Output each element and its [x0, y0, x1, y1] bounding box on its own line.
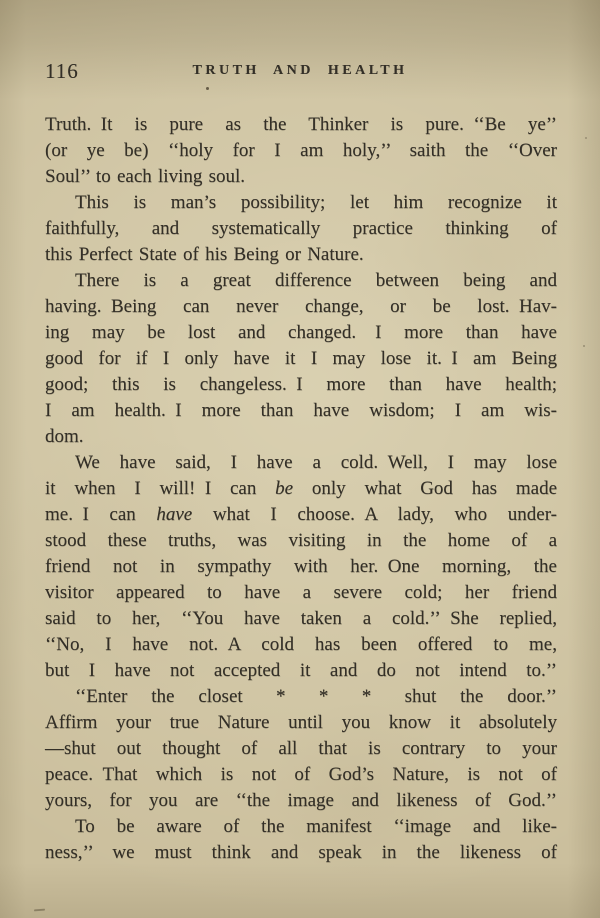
- text-line: [45, 294, 557, 320]
- italic-text: have: [156, 504, 193, 525]
- text-line: [45, 346, 557, 372]
- ink-speck: [583, 345, 585, 347]
- text-segment: ness,’’ we must think and speak in the likeness of: [45, 842, 557, 863]
- text-segment: I am health. I more than have wisdom; I am wis-: [45, 400, 557, 421]
- text-segment: stood these truths, was visiting in the home of a: [45, 530, 557, 551]
- text-line: [45, 138, 557, 164]
- text-segment: Affirm your true Nature until you know it absolutely: [45, 712, 557, 733]
- paragraph: [45, 268, 557, 450]
- text-segment: good; this is changeless. I more than have health;: [45, 374, 557, 395]
- text-segment: ‘‘No, I have not. A cold has been offered to me,: [45, 634, 557, 655]
- text-line: [45, 658, 557, 684]
- text-segment: but I have not accepted it and do not intend to.’’: [45, 660, 557, 681]
- running-title: TRUTH AND HEALTH: [192, 63, 408, 78]
- text-segment: —shut out thought of all that is contrary to your: [45, 738, 557, 759]
- text-line: [45, 476, 557, 502]
- italic-text: be: [275, 478, 294, 499]
- text-line: [45, 710, 557, 736]
- text-segment: friend not in sympathy with her. One morning, the: [45, 556, 557, 577]
- text-segment: what I choose. A lady, who under-: [192, 504, 557, 525]
- text-segment: said to her, ‘‘You have taken a cold.’’ She replied,: [45, 608, 557, 629]
- text-line: [45, 398, 557, 424]
- text-segment: having. Being can never change, or be lost. Hav-: [45, 296, 557, 317]
- text-segment: We have said, I have a cold. Well, I may lose: [75, 452, 557, 473]
- text-segment: ing may be lost and changed. I more than have: [45, 322, 557, 343]
- text-line: [45, 580, 557, 606]
- text-line: [45, 242, 557, 268]
- text-line: [45, 424, 557, 450]
- text-segment: There is a great difference between being and: [75, 270, 557, 291]
- text-line: [45, 632, 557, 658]
- text-line: [45, 164, 557, 190]
- page-number: 116: [45, 59, 79, 83]
- ink-speck: [34, 909, 45, 912]
- text-line: [45, 684, 557, 710]
- text-segment: it when I will! I can: [45, 478, 276, 499]
- text-segment: To be aware of the manifest ‘‘image and like-: [75, 816, 557, 837]
- text-segment: only what God has made: [293, 478, 557, 499]
- text-segment: peace. That which is not of God’s Nature, is not of: [45, 764, 557, 785]
- text-line: [45, 788, 557, 814]
- text-segment: dom.: [45, 426, 84, 447]
- text-line: [45, 502, 557, 528]
- text-segment: good for if I only have it I may lose it. I am Being: [45, 348, 557, 369]
- text-segment: This is man’s possibility; let him recognize it: [75, 192, 557, 213]
- text-line: [45, 190, 557, 216]
- text-segment: visitor appeared to have a severe cold; her friend: [45, 582, 557, 603]
- text-line: [45, 320, 557, 346]
- text-line: [45, 372, 557, 398]
- page-header: [45, 59, 555, 85]
- text-segment: Truth. It is pure as the Thinker is pure. ‘‘Be ye’’: [45, 114, 557, 135]
- text-segment: Soul’’ to each living soul.: [45, 166, 246, 187]
- paragraph: [45, 450, 557, 684]
- text-segment: this Perfect State of his Being or Nature.: [45, 244, 364, 265]
- text-line: [45, 528, 557, 554]
- text-line: [45, 554, 557, 580]
- text-line: [45, 736, 557, 762]
- text-line: [45, 216, 557, 242]
- ink-speck: [206, 87, 209, 90]
- text-line: [45, 814, 557, 840]
- text-line: [45, 606, 557, 632]
- page-body: [45, 112, 557, 866]
- text-segment: faithfully, and systematically practice thinking of: [45, 218, 557, 239]
- text-line: [45, 762, 557, 788]
- text-line: [45, 112, 557, 138]
- text-line: [45, 840, 557, 866]
- text-line: [45, 450, 557, 476]
- ink-speck: [585, 137, 587, 139]
- paragraph: [45, 684, 557, 814]
- text-segment: yours, for you are ‘‘the image and likeness of God.’’: [45, 790, 557, 811]
- text-segment: ‘‘Enter the closet * * * shut the door.’’: [75, 686, 557, 707]
- text-segment: (or ye be) ‘‘holy for I am holy,’’ saith the ‘‘Over: [45, 140, 557, 161]
- paragraph: [45, 190, 557, 268]
- text-line: [45, 268, 557, 294]
- text-segment: me. I can: [45, 504, 157, 525]
- paragraph: [45, 814, 557, 866]
- paragraph: [45, 112, 557, 190]
